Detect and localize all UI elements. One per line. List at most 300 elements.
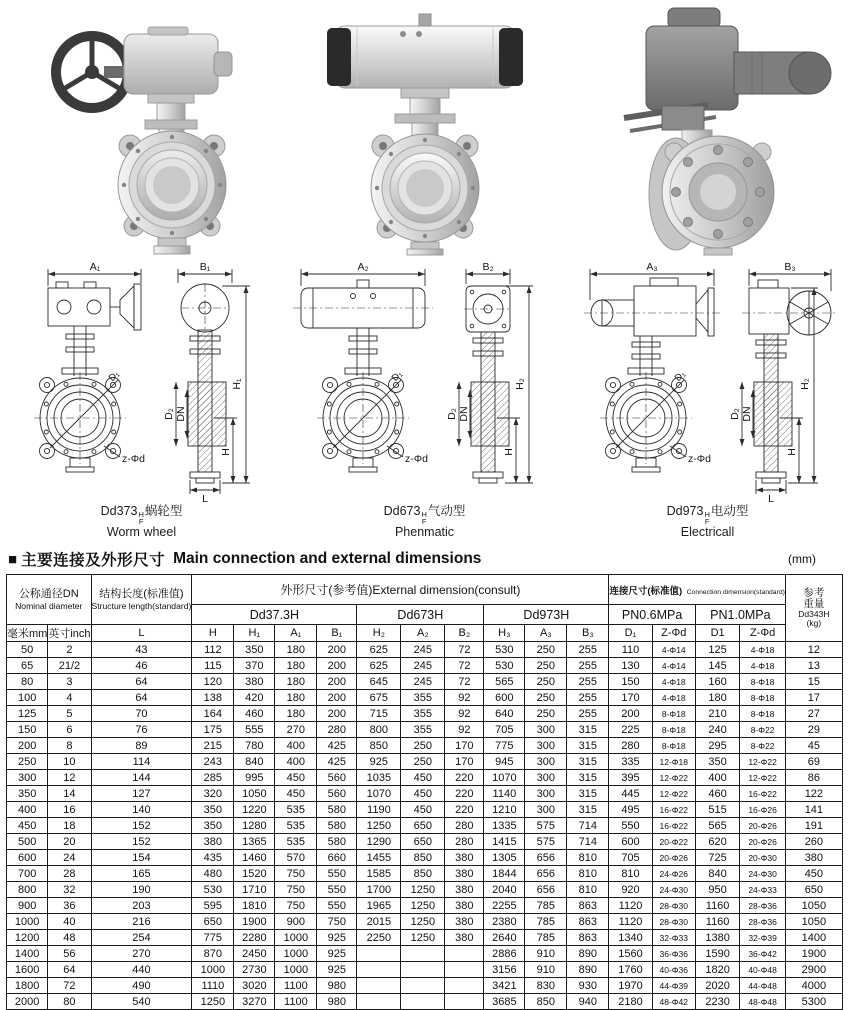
dim-label-d1: D₁ xyxy=(106,368,122,384)
table-cell: 64 xyxy=(91,674,192,690)
table-cell xyxy=(445,946,484,962)
table-cell: 170 xyxy=(445,738,484,754)
table-cell: 245 xyxy=(401,658,445,674)
table-cell: 152 xyxy=(91,818,192,834)
table-cell: 2640 xyxy=(484,930,525,946)
table-cell: 830 xyxy=(525,978,567,994)
table-cell: 200 xyxy=(7,738,48,754)
table-cell: 72 xyxy=(445,658,484,674)
table-cell: 125 xyxy=(7,706,48,722)
table-cell: 3156 xyxy=(484,962,525,978)
table-cell: 64 xyxy=(91,690,192,706)
table-cell: 450 xyxy=(7,818,48,834)
table-cell: 705 xyxy=(609,850,652,866)
table-cell: 1810 xyxy=(234,898,275,914)
model-sub: F xyxy=(421,516,427,526)
table-cell: 20-Φ30 xyxy=(740,850,786,866)
table-cell: 850 xyxy=(357,738,401,754)
table-cell: 600 xyxy=(609,834,652,850)
table-cell: 1120 xyxy=(609,898,652,914)
table-cell: 36 xyxy=(48,898,91,914)
table-cell: 335 xyxy=(609,754,652,770)
table-cell: 21/2 xyxy=(48,658,91,674)
table-cell: 250 xyxy=(525,658,567,674)
table-cell: 114 xyxy=(91,754,192,770)
table-cell: 180 xyxy=(275,658,317,674)
table-cell: 2380 xyxy=(484,914,525,930)
table-cell: 16-Φ22 xyxy=(652,802,695,818)
table-cell: 714 xyxy=(567,834,609,850)
table-cell: 850 xyxy=(401,850,445,866)
table-cell xyxy=(401,978,445,994)
table-cell: 86 xyxy=(785,770,842,786)
table-cell: 4-Φ14 xyxy=(652,658,695,674)
table-cell: 72 xyxy=(445,642,484,658)
table-cell: 1340 xyxy=(609,930,652,946)
model-code: Dd973 xyxy=(666,504,704,518)
drawing-caption xyxy=(0,504,283,540)
table-cell: 200 xyxy=(317,690,357,706)
table-cell: 8-Φ18 xyxy=(740,674,786,690)
table-cell: 150 xyxy=(609,674,652,690)
dim-label-a: A₃ xyxy=(646,261,658,273)
table-cell: 16-Φ22 xyxy=(652,818,695,834)
table-cell: 580 xyxy=(317,818,357,834)
table-cell: 56 xyxy=(48,946,91,962)
table-cell: 530 xyxy=(484,642,525,658)
table-cell: 260 xyxy=(785,834,842,850)
table-cell: 170 xyxy=(609,690,652,706)
header-reference-weight: 参考重量 Dd343H (kg) xyxy=(785,575,842,642)
drawing-caption xyxy=(283,504,566,540)
table-cell: 12-Φ22 xyxy=(652,770,695,786)
header-pn10: PN1.0MPa xyxy=(695,605,785,625)
table-cell: 350 xyxy=(695,754,739,770)
table-cell: 715 xyxy=(357,706,401,722)
table-cell: 240 xyxy=(695,722,739,738)
table-cell: 200 xyxy=(317,642,357,658)
table-cell: 270 xyxy=(275,722,317,738)
table-cell: 785 xyxy=(525,914,567,930)
table-cell: 1305 xyxy=(484,850,525,866)
table-cell xyxy=(445,994,484,1010)
table-cell: 1520 xyxy=(234,866,275,882)
electric-actuator xyxy=(624,8,831,131)
table-cell: 285 xyxy=(192,770,234,786)
table-cell: 243 xyxy=(192,754,234,770)
table-cell: 1210 xyxy=(484,802,525,818)
table-cell: 18 xyxy=(48,818,91,834)
photo-electric-valve xyxy=(566,0,850,256)
table-cell: 76 xyxy=(91,722,192,738)
table-row xyxy=(7,786,843,802)
dim-label-a: A₁ xyxy=(89,261,101,273)
table-cell: 1600 xyxy=(7,962,48,978)
table-cell: 8-Φ18 xyxy=(740,706,786,722)
table-cell: 800 xyxy=(357,722,401,738)
photo-pneumatic-valve xyxy=(283,0,566,256)
table-cell: 1820 xyxy=(695,962,739,978)
table-cell: 32-Φ39 xyxy=(740,930,786,946)
table-cell: 250 xyxy=(401,754,445,770)
table-cell: 215 xyxy=(192,738,234,754)
table-row xyxy=(7,850,843,866)
table-cell: 72 xyxy=(48,978,91,994)
table-cell: 300 xyxy=(525,722,567,738)
table-cell: 24-Φ30 xyxy=(652,882,695,898)
table-cell: 450 xyxy=(275,770,317,786)
table-cell: 43 xyxy=(91,642,192,658)
table-cell: 1400 xyxy=(785,930,842,946)
table-cell: 28-Φ36 xyxy=(740,898,786,914)
table-cell: 45 xyxy=(785,738,842,754)
dim-label-d1: D₁ xyxy=(672,368,688,384)
col-H1: H₁ xyxy=(234,625,275,642)
table-cell: 20-Φ26 xyxy=(652,850,695,866)
table-cell: 1965 xyxy=(357,898,401,914)
table-cell: 1250 xyxy=(357,818,401,834)
type-en: Phenmatic xyxy=(394,525,455,539)
table-cell: 1000 xyxy=(275,930,317,946)
table-cell: 450 xyxy=(275,786,317,802)
model-code: Dd673 xyxy=(383,504,421,518)
header-nominal-diameter: 公称通径DN Nominal diameter xyxy=(7,575,92,625)
table-cell: 141 xyxy=(785,802,842,818)
table-cell: 92 xyxy=(445,690,484,706)
header-pn06: PN0.6MPa xyxy=(609,605,696,625)
dim-label-zd: z-Φd xyxy=(122,453,145,465)
table-cell: 8-Φ18 xyxy=(652,706,695,722)
table-cell: 800 xyxy=(7,882,48,898)
table-cell: 925 xyxy=(317,930,357,946)
table-cell: 255 xyxy=(567,674,609,690)
table-cell: 2730 xyxy=(234,962,275,978)
table-cell: 280 xyxy=(445,818,484,834)
dim-label-d2: D₂ xyxy=(163,408,175,420)
table-cell: 1590 xyxy=(695,946,739,962)
table-cell: 40-Φ48 xyxy=(740,962,786,978)
model-sub: F xyxy=(138,516,144,526)
table-row xyxy=(7,946,843,962)
table-cell: 570 xyxy=(275,850,317,866)
table-cell: 250 xyxy=(401,738,445,754)
table-cell xyxy=(357,946,401,962)
table-cell: 5300 xyxy=(785,994,842,1010)
table-cell: 8-Φ22 xyxy=(740,738,786,754)
drawing-pneumatic xyxy=(283,256,566,540)
table-cell: 2230 xyxy=(695,994,739,1010)
table-cell: 216 xyxy=(91,914,192,930)
table-cell: 1380 xyxy=(695,930,739,946)
table-cell: 750 xyxy=(317,914,357,930)
table-cell: 840 xyxy=(234,754,275,770)
table-cell: 1460 xyxy=(234,850,275,866)
table-cell: 1200 xyxy=(7,930,48,946)
table-cell: 535 xyxy=(275,834,317,850)
table-cell: 125 xyxy=(695,642,739,658)
table-cell: 191 xyxy=(785,818,842,834)
model-sub: F xyxy=(704,516,710,526)
table-cell: 355 xyxy=(401,690,445,706)
table-cell: 1365 xyxy=(234,834,275,850)
dim-label-hm: H₂ xyxy=(514,378,526,390)
table-cell: 250 xyxy=(525,642,567,658)
table-cell: 4-Φ14 xyxy=(652,642,695,658)
table-cell: 910 xyxy=(525,946,567,962)
table-cell: 980 xyxy=(317,994,357,1010)
col-D1-pn06: D₁ xyxy=(609,625,652,642)
table-cell: 254 xyxy=(91,930,192,946)
table-cell: 1290 xyxy=(357,834,401,850)
dim-label-a: A₂ xyxy=(357,261,369,273)
section-title xyxy=(8,548,842,570)
table-cell: 1120 xyxy=(609,914,652,930)
table-cell: 200 xyxy=(609,706,652,722)
table-cell: 420 xyxy=(234,690,275,706)
table-cell xyxy=(445,978,484,994)
table-cell: 28-Φ30 xyxy=(652,898,695,914)
table-cell: 775 xyxy=(192,930,234,946)
table-cell: 600 xyxy=(484,690,525,706)
table-cell: 164 xyxy=(192,706,234,722)
table-cell: 1560 xyxy=(609,946,652,962)
table-cell: 12-Φ22 xyxy=(740,770,786,786)
table-cell xyxy=(445,962,484,978)
table-row xyxy=(7,674,843,690)
table-cell: 250 xyxy=(525,690,567,706)
table-cell: 72 xyxy=(445,674,484,690)
table-cell: 1280 xyxy=(234,818,275,834)
table-cell: 1000 xyxy=(275,946,317,962)
dim-label-h: H xyxy=(786,448,798,456)
table-cell: 100 xyxy=(7,690,48,706)
table-cell: 180 xyxy=(275,706,317,722)
header-connection-dimension: 连接尺寸(标准值) Connection dimension(standard) xyxy=(609,575,786,605)
table-cell: 36-Φ42 xyxy=(740,946,786,962)
table-cell: 144 xyxy=(91,770,192,786)
col-D1-pn10: D1 xyxy=(695,625,739,642)
dim-label-dn: DN xyxy=(741,406,753,422)
table-cell: 8-Φ18 xyxy=(652,722,695,738)
table-cell: 250 xyxy=(7,754,48,770)
table-cell: 92 xyxy=(445,722,484,738)
table-cell: 2255 xyxy=(484,898,525,914)
table-cell: 850 xyxy=(401,866,445,882)
header-model-dd973: Dd973H xyxy=(484,605,609,625)
table-cell: 656 xyxy=(525,866,567,882)
table-cell: 20 xyxy=(48,834,91,850)
table-cell: 1335 xyxy=(484,818,525,834)
table-cell: 24-Φ30 xyxy=(740,866,786,882)
table-cell: 8-Φ18 xyxy=(652,738,695,754)
dim-label-b: B₁ xyxy=(199,261,211,273)
table-cell: 40-Φ36 xyxy=(652,962,695,978)
table-cell: 400 xyxy=(275,738,317,754)
table-cell: 300 xyxy=(525,802,567,818)
table-cell: 870 xyxy=(192,946,234,962)
table-row xyxy=(7,722,843,738)
table-cell: 1160 xyxy=(695,898,739,914)
table-cell: 785 xyxy=(525,898,567,914)
table-cell: 154 xyxy=(91,850,192,866)
table-row xyxy=(7,978,843,994)
col-B2: B₂ xyxy=(445,625,484,642)
table-cell: 80 xyxy=(48,994,91,1010)
table-cell: 460 xyxy=(695,786,739,802)
table-cell: 2280 xyxy=(234,930,275,946)
table-cell: 650 xyxy=(192,914,234,930)
col-A3: A₃ xyxy=(525,625,567,642)
table-cell: 245 xyxy=(401,642,445,658)
table-cell: 400 xyxy=(7,802,48,818)
table-cell xyxy=(401,962,445,978)
table-cell: 48-Φ48 xyxy=(740,994,786,1010)
table-cell: 890 xyxy=(567,946,609,962)
table-cell: 890 xyxy=(567,962,609,978)
table-cell: 460 xyxy=(234,706,275,722)
type-en: Worm wheel xyxy=(106,525,177,539)
table-cell: 450 xyxy=(401,802,445,818)
table-cell: 245 xyxy=(401,674,445,690)
table-cell: 656 xyxy=(525,850,567,866)
table-cell: 714 xyxy=(567,818,609,834)
technical-drawings-row xyxy=(0,256,850,540)
table-cell: 980 xyxy=(317,978,357,994)
table-cell: 1190 xyxy=(357,802,401,818)
col-B3: B₃ xyxy=(567,625,609,642)
table-cell: 12-Φ22 xyxy=(740,754,786,770)
dim-label-h: H xyxy=(503,448,515,456)
table-cell: 380 xyxy=(192,834,234,850)
table-cell: 1400 xyxy=(7,946,48,962)
table-cell: 92 xyxy=(445,706,484,722)
table-cell: 27 xyxy=(785,706,842,722)
type-cn: 气动型 xyxy=(427,504,466,518)
table-cell: 550 xyxy=(317,882,357,898)
table-cell: 1250 xyxy=(192,994,234,1010)
table-cell: 24-Φ26 xyxy=(652,866,695,882)
table-row xyxy=(7,690,843,706)
model-sup: H xyxy=(421,510,427,519)
header-model-dd673: Dd673H xyxy=(357,605,484,625)
col-A2: A₂ xyxy=(401,625,445,642)
table-cell: 560 xyxy=(317,786,357,802)
table-cell: 14 xyxy=(48,786,91,802)
table-cell: 350 xyxy=(192,802,234,818)
table-cell: 255 xyxy=(567,658,609,674)
table-cell: 12 xyxy=(48,770,91,786)
dimension-table xyxy=(6,574,843,1010)
table-cell: 315 xyxy=(567,786,609,802)
col-H2: H₂ xyxy=(357,625,401,642)
col-A1: A₁ xyxy=(275,625,317,642)
table-cell: 620 xyxy=(695,834,739,850)
table-cell: 46 xyxy=(91,658,192,674)
table-cell: 4 xyxy=(48,690,91,706)
table-cell: 70 xyxy=(91,706,192,722)
col-B1: B₁ xyxy=(317,625,357,642)
table-cell: 145 xyxy=(695,658,739,674)
table-cell: 2900 xyxy=(785,962,842,978)
table-cell: 160 xyxy=(695,674,739,690)
table-cell: 165 xyxy=(91,866,192,882)
table-cell: 250 xyxy=(525,706,567,722)
table-cell: 4-Φ18 xyxy=(652,674,695,690)
table-cell: 32 xyxy=(48,882,91,898)
table-cell: 650 xyxy=(401,834,445,850)
table-cell: 780 xyxy=(234,738,275,754)
type-en: Electricall xyxy=(680,525,735,539)
table-cell: 200 xyxy=(317,658,357,674)
table-cell: 725 xyxy=(695,850,739,866)
table-cell: 535 xyxy=(275,818,317,834)
table-cell: 2450 xyxy=(234,946,275,962)
dim-label-l: L xyxy=(768,493,774,505)
table-cell: 170 xyxy=(445,754,484,770)
table-cell: 660 xyxy=(317,850,357,866)
table-cell: 220 xyxy=(445,802,484,818)
table-row xyxy=(7,914,843,930)
table-cell: 16-Φ26 xyxy=(740,802,786,818)
table-cell: 36-Φ36 xyxy=(652,946,695,962)
table-cell: 320 xyxy=(192,786,234,802)
table-cell: 1000 xyxy=(192,962,234,978)
table-cell: 640 xyxy=(484,706,525,722)
table-cell: 900 xyxy=(7,898,48,914)
table-cell: 1050 xyxy=(785,898,842,914)
table-cell: 1250 xyxy=(401,898,445,914)
table-cell: 1900 xyxy=(785,946,842,962)
table-cell: 50 xyxy=(7,642,48,658)
table-cell: 1760 xyxy=(609,962,652,978)
table-cell: 127 xyxy=(91,786,192,802)
model-sup: H xyxy=(138,510,144,519)
table-cell: 1140 xyxy=(484,786,525,802)
table-cell: 565 xyxy=(484,674,525,690)
table-cell: 1970 xyxy=(609,978,652,994)
table-cell: 555 xyxy=(234,722,275,738)
table-cell: 350 xyxy=(7,786,48,802)
table-cell: 315 xyxy=(567,770,609,786)
table-cell: 810 xyxy=(567,850,609,866)
model-sup: H xyxy=(704,510,710,519)
table-row xyxy=(7,738,843,754)
table-cell: 89 xyxy=(91,738,192,754)
section-title-cn: 主要连接及外形尺寸 xyxy=(21,552,166,569)
table-cell: 1100 xyxy=(275,994,317,1010)
table-cell: 1700 xyxy=(357,882,401,898)
drawing-worm-wheel xyxy=(0,256,283,540)
table-cell: 20-Φ22 xyxy=(652,834,695,850)
table-cell: 28-Φ30 xyxy=(652,914,695,930)
table-cell: 625 xyxy=(357,658,401,674)
table-cell: 810 xyxy=(567,866,609,882)
table-header xyxy=(7,575,843,642)
table-cell: 785 xyxy=(525,930,567,946)
table-row xyxy=(7,706,843,722)
table-row xyxy=(7,898,843,914)
table-cell: 220 xyxy=(445,786,484,802)
handwheel xyxy=(56,36,128,108)
table-cell: 575 xyxy=(525,818,567,834)
table-cell: 225 xyxy=(609,722,652,738)
table-cell: 300 xyxy=(525,754,567,770)
table-cell: 370 xyxy=(234,658,275,674)
col-H3: H₃ xyxy=(484,625,525,642)
table-cell: 380 xyxy=(445,866,484,882)
table-cell: 650 xyxy=(401,818,445,834)
unit-note: (mm) xyxy=(788,552,816,566)
